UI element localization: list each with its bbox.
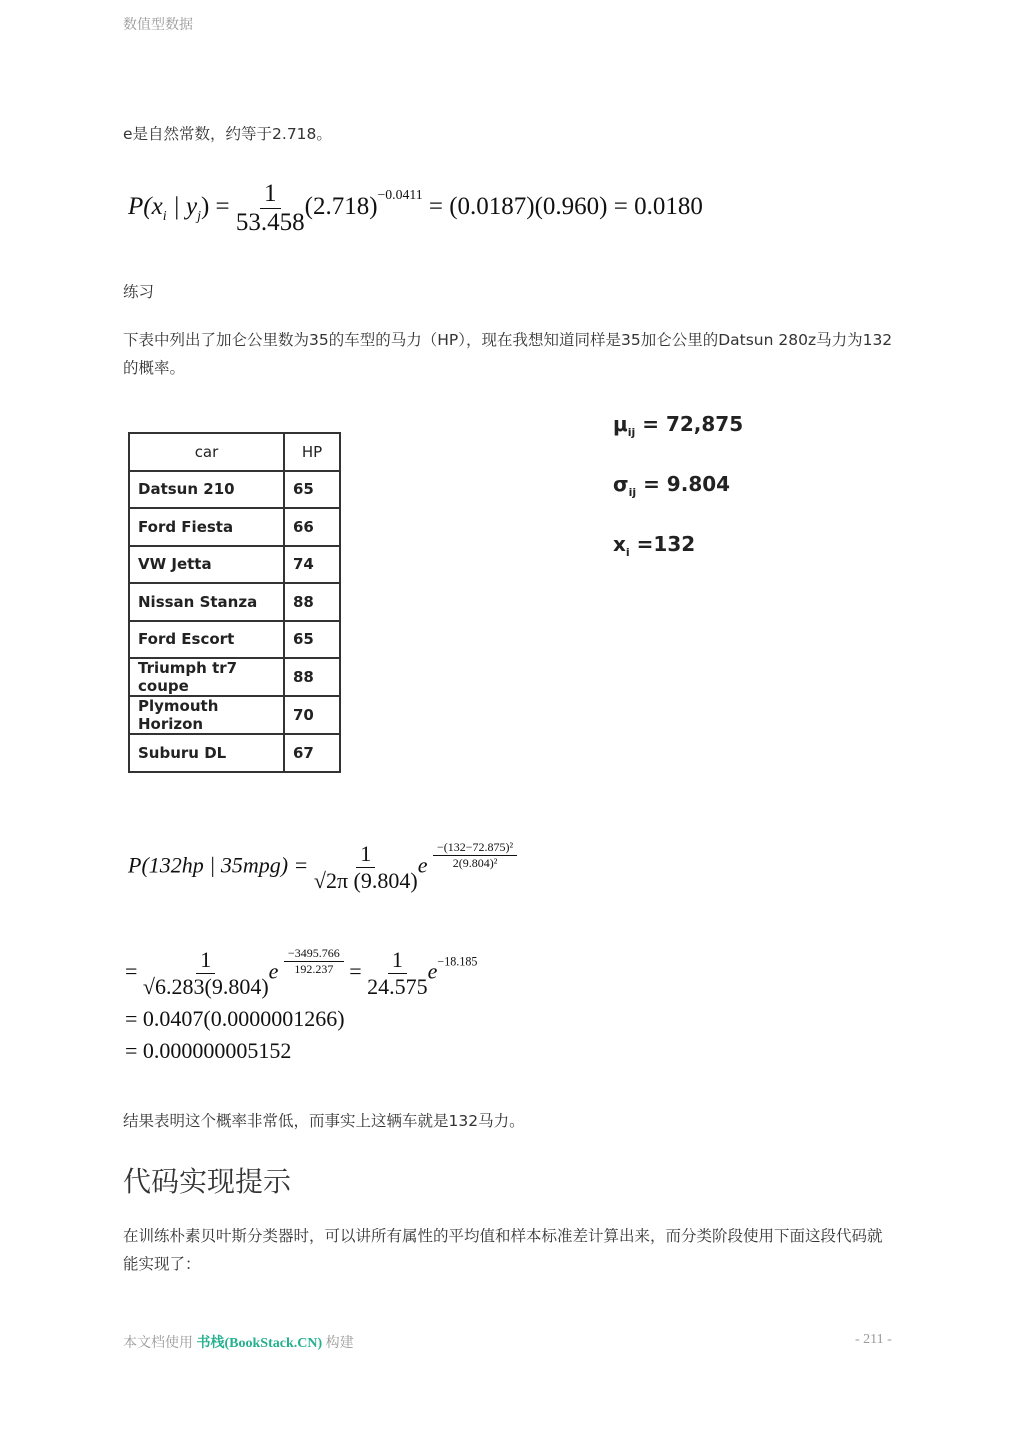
table-row bbox=[129, 471, 340, 509]
table-cell: Datsun 210 bbox=[129, 471, 284, 509]
formula-line: = 0.000000005152 bbox=[125, 1038, 292, 1064]
formula-probability bbox=[128, 180, 703, 237]
denominator: 2(9.804)² bbox=[452, 856, 498, 870]
table-cell: Ford Escort bbox=[129, 621, 284, 659]
exponent: −18.185 bbox=[437, 954, 478, 969]
formula-text: = bbox=[125, 958, 138, 984]
formula-text: | y bbox=[166, 193, 198, 221]
paragraph-code-hint: 在训练朴素贝叶斯分类器时，可以讲所有属性的平均值和样本标准差计算出来，而分类阶段使用下面这段代码就能实现了： bbox=[123, 1227, 883, 1273]
table-cell: 66 bbox=[284, 508, 340, 546]
exponent-fraction bbox=[433, 840, 517, 871]
table-row bbox=[129, 734, 340, 772]
formula-text: i bbox=[162, 209, 167, 225]
formula-text: ) = bbox=[200, 193, 230, 221]
denominator: √2π (9.804) bbox=[313, 868, 418, 894]
bookstack-link[interactable]: 书栈(BookStack.CN) bbox=[196, 1336, 323, 1351]
paragraph-exercise: 下表中列出了加仑公里数为35的车型的马力（HP），现在我想知道同样是35加仑公里的Datsun 280z马力为132的概率。 bbox=[123, 331, 893, 377]
fraction bbox=[367, 947, 428, 1000]
formula-text: e bbox=[268, 958, 279, 984]
table-row bbox=[129, 621, 340, 659]
denominator: 192.237 bbox=[294, 962, 334, 976]
numerator: 1 bbox=[196, 947, 215, 974]
table-cell: 88 bbox=[284, 658, 340, 696]
table-header-row bbox=[129, 433, 340, 471]
stat-stddev bbox=[613, 472, 730, 499]
formula-text: = bbox=[349, 958, 362, 984]
formula-text: P(132hp | 35mpg) = bbox=[128, 852, 309, 878]
car-hp-table bbox=[128, 432, 341, 773]
formula-line: = 0.0407(0.0000001266) bbox=[125, 1006, 345, 1032]
table-cell: Nissan Stanza bbox=[129, 583, 284, 621]
formula-text: (2.718) bbox=[304, 193, 378, 221]
numerator: −(132−72.875)² bbox=[433, 840, 517, 856]
formula-text: = (0.0187)(0.960) = 0.0180 bbox=[428, 193, 703, 221]
formula-text: e bbox=[427, 958, 438, 984]
stat-x bbox=[613, 532, 695, 559]
table-cell: 67 bbox=[284, 734, 340, 772]
denominator: 24.575 bbox=[367, 974, 428, 1000]
table-cell: car bbox=[129, 433, 284, 471]
table-cell: 74 bbox=[284, 546, 340, 584]
numerator: 1 bbox=[356, 841, 375, 868]
footer-text: 本文档使用 bbox=[123, 1336, 197, 1351]
table-cell: 70 bbox=[284, 696, 340, 734]
subscript: ij bbox=[627, 426, 636, 439]
table-row bbox=[129, 546, 340, 584]
table-cell: 65 bbox=[284, 621, 340, 659]
table-row bbox=[129, 696, 340, 734]
table-cell: Ford Fiesta bbox=[129, 508, 284, 546]
formula-text: e bbox=[417, 852, 428, 878]
table-cell: 88 bbox=[284, 583, 340, 621]
formula-computation bbox=[125, 946, 477, 1064]
fraction bbox=[314, 841, 418, 894]
stddev-value: = 9.804 bbox=[636, 472, 731, 496]
fraction bbox=[143, 947, 269, 1000]
stat-mean bbox=[613, 412, 743, 439]
denominator: √6.283(9.804) bbox=[142, 974, 269, 1000]
mu-symbol: μ bbox=[613, 412, 628, 436]
table-cell: HP bbox=[284, 433, 340, 471]
page-header: 数值型数据 bbox=[123, 17, 193, 33]
x-value: =132 bbox=[629, 532, 696, 556]
mean-value: = 72,875 bbox=[635, 412, 744, 436]
exercise-label: 练习 bbox=[123, 283, 155, 301]
table-row bbox=[129, 583, 340, 621]
formula-text: P(x bbox=[128, 193, 163, 221]
paragraph-e-constant: e是自然常数，约等于2.718。 bbox=[123, 125, 332, 143]
formula-gaussian bbox=[128, 840, 517, 894]
numerator: 1 bbox=[260, 180, 281, 209]
exponent: −0.0411 bbox=[377, 187, 423, 203]
table-cell: 65 bbox=[284, 471, 340, 509]
fraction bbox=[236, 180, 305, 237]
table-row bbox=[129, 658, 340, 696]
subscript: ij bbox=[628, 486, 637, 499]
subscript: i bbox=[625, 546, 630, 559]
formula-text: j bbox=[197, 209, 201, 225]
sigma-symbol: σ bbox=[613, 472, 629, 496]
numerator: 1 bbox=[388, 947, 407, 974]
page-number: - 211 - bbox=[855, 1332, 892, 1347]
table-cell: Plymouth Horizon bbox=[129, 696, 284, 734]
table-cell: Suburu DL bbox=[129, 734, 284, 772]
paragraph-result: 结果表明这个概率非常低，而事实上这辆车就是132马力。 bbox=[123, 1112, 525, 1130]
exponent-fraction bbox=[284, 946, 344, 977]
numerator: −3495.766 bbox=[284, 946, 344, 962]
x-symbol: x bbox=[613, 532, 626, 556]
section-title: 代码实现提示 bbox=[123, 1165, 292, 1198]
footer-credit bbox=[123, 1332, 354, 1352]
denominator: 53.458 bbox=[235, 209, 305, 236]
footer-text: 构建 bbox=[322, 1336, 354, 1351]
table-row bbox=[129, 508, 340, 546]
table-cell: Triumph tr7 coupe bbox=[129, 658, 284, 696]
table-cell: VW Jetta bbox=[129, 546, 284, 584]
